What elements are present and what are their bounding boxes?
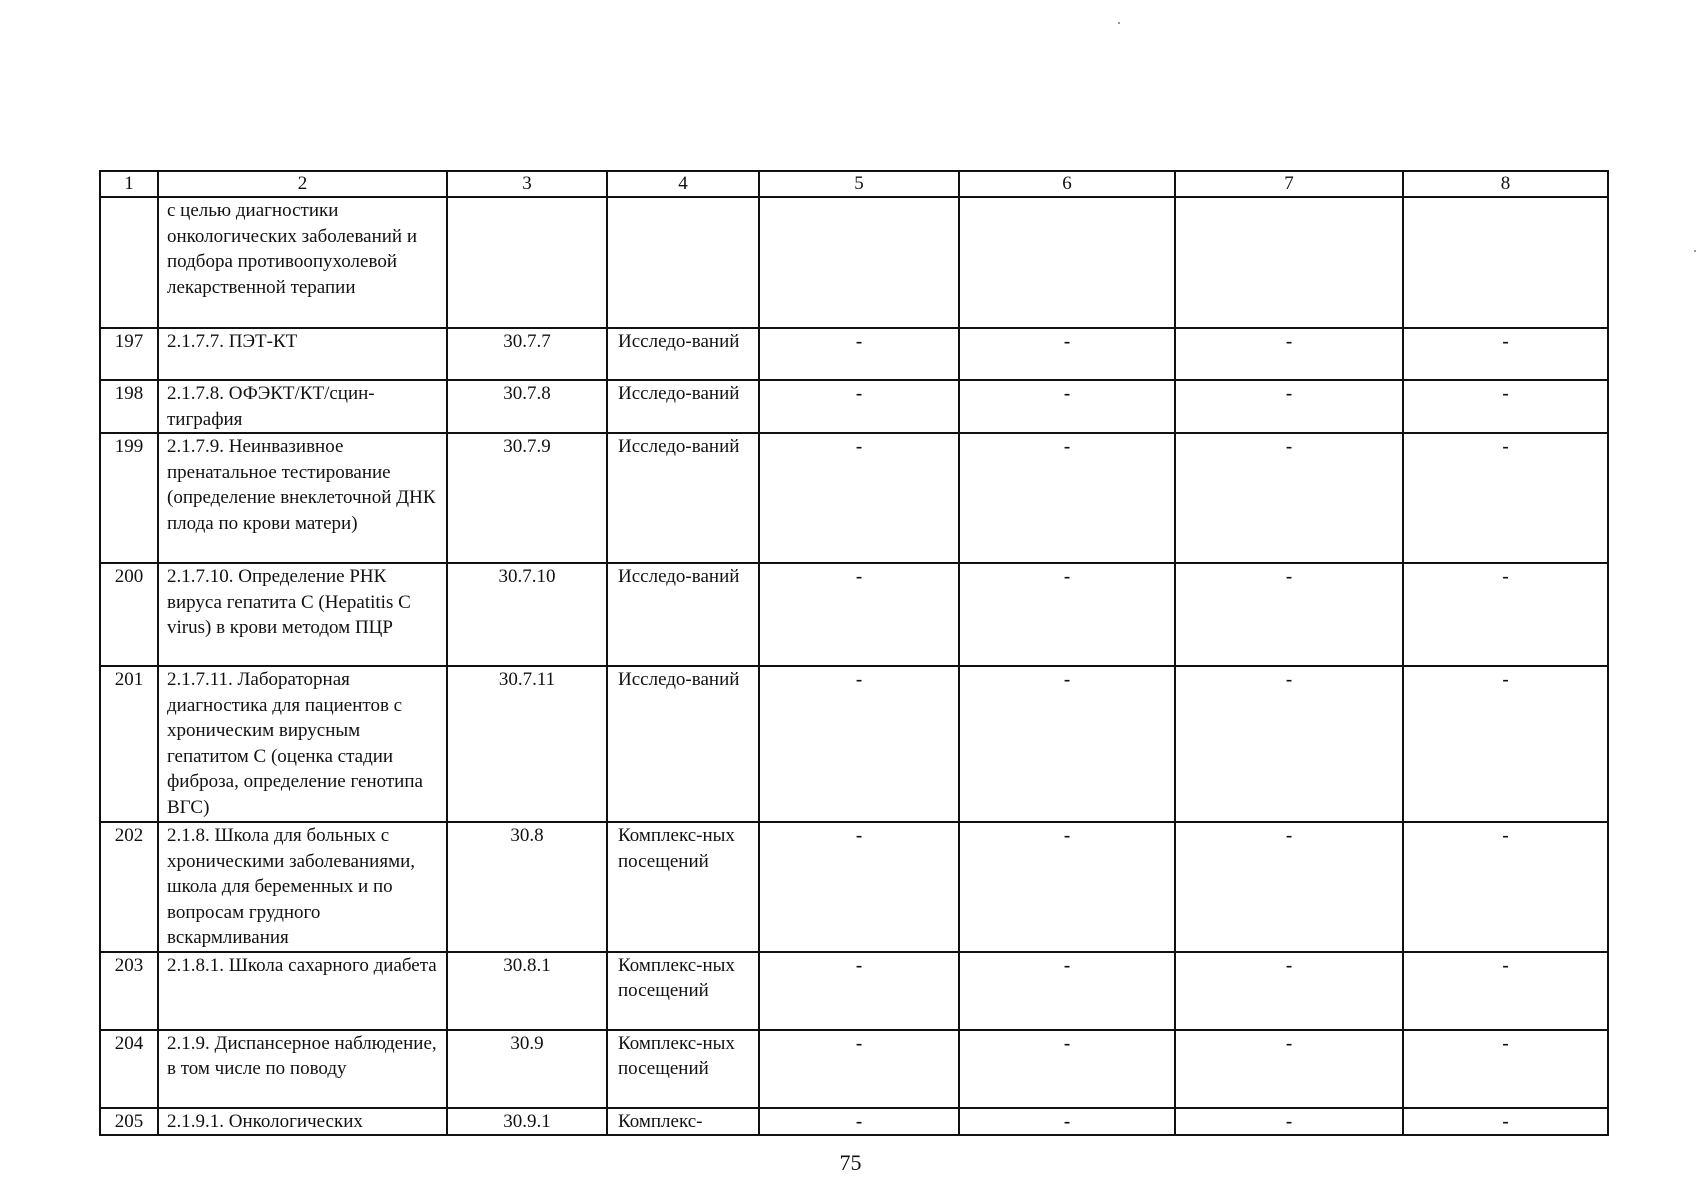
- row-value-5: -: [759, 563, 959, 666]
- row-value-6: -: [959, 328, 1175, 380]
- row-value-5: -: [759, 952, 959, 1030]
- row-value-8: -: [1403, 952, 1608, 1030]
- row-unit: Комплекс-ных посещений: [607, 952, 759, 1030]
- row-value-6: [959, 197, 1175, 328]
- table-row: [100, 328, 1608, 380]
- row-value-5: -: [759, 666, 959, 822]
- row-number: 202: [100, 822, 158, 952]
- row-number: 199: [100, 433, 158, 563]
- row-name: 2.1.7.7. ПЭТ-КТ: [158, 328, 447, 380]
- row-value-6: -: [959, 666, 1175, 822]
- row-value-6: -: [959, 952, 1175, 1030]
- row-name: 2.1.8.1. Школа сахарного диабета: [158, 952, 447, 1030]
- table-header-row: [100, 171, 1608, 197]
- row-name: 2.1.7.11. Лабораторная диагностика для пациентов с хроническим вирусным гепатитом С (оценка стадии фиброза, определение генотипа ВГС): [158, 666, 447, 822]
- row-value-7: -: [1175, 952, 1403, 1030]
- row-name: 2.1.9. Диспансерное наблюдение, в том числе по поводу: [158, 1030, 447, 1108]
- data-table: [99, 170, 1609, 1136]
- row-name: 2.1.9.1. Онкологических: [158, 1108, 447, 1136]
- row-value-8: -: [1403, 328, 1608, 380]
- row-unit: Исследо-ваний: [607, 433, 759, 563]
- row-value-8: -: [1403, 433, 1608, 563]
- row-value-8: [1403, 197, 1608, 328]
- row-value-7: -: [1175, 328, 1403, 380]
- row-value-7: -: [1175, 822, 1403, 952]
- row-value-6: -: [959, 1108, 1175, 1136]
- page-number: 75: [839, 1150, 862, 1175]
- row-value-7: [1175, 197, 1403, 328]
- row-name: с целью диагностики онкологических заболеваний и подбора противоопухолевой лекарственной терапии: [158, 197, 447, 328]
- row-value-8: -: [1403, 563, 1608, 666]
- column-header: 8: [1403, 171, 1608, 197]
- table-row: [100, 563, 1608, 666]
- scan-speck: [1118, 22, 1120, 24]
- row-number: 205: [100, 1108, 158, 1136]
- row-value-6: -: [959, 563, 1175, 666]
- row-value-5: -: [759, 1030, 959, 1108]
- column-header: 7: [1175, 171, 1403, 197]
- row-name: 2.1.8. Школа для больных с хроническими заболеваниями, школа для беременных и по вопросам грудного вскармливания: [158, 822, 447, 952]
- table-row: [100, 380, 1608, 433]
- row-name: 2.1.7.8. ОФЭКТ/КТ/сцин-тиграфия: [158, 380, 447, 433]
- row-value-8: -: [1403, 822, 1608, 952]
- table-row: [100, 1108, 1608, 1136]
- row-unit: Исследо-ваний: [607, 563, 759, 666]
- row-value-7: -: [1175, 380, 1403, 433]
- column-header: 2: [158, 171, 447, 197]
- row-value-6: -: [959, 1030, 1175, 1108]
- row-code: 30.7.9: [447, 433, 607, 563]
- row-value-8: -: [1403, 1108, 1608, 1136]
- row-value-6: -: [959, 822, 1175, 952]
- row-number: 204: [100, 1030, 158, 1108]
- row-unit: Комплекс-ных посещений: [607, 1030, 759, 1108]
- row-value-6: -: [959, 433, 1175, 563]
- row-value-5: -: [759, 1108, 959, 1136]
- column-header: 3: [447, 171, 607, 197]
- row-code: 30.9: [447, 1030, 607, 1108]
- row-value-5: -: [759, 328, 959, 380]
- column-header: 6: [959, 171, 1175, 197]
- column-header: 1: [100, 171, 158, 197]
- row-code: 30.7.8: [447, 380, 607, 433]
- row-value-7: -: [1175, 1108, 1403, 1136]
- row-unit: Исследо-ваний: [607, 666, 759, 822]
- table-row: [100, 1030, 1608, 1108]
- row-value-8: -: [1403, 1030, 1608, 1108]
- row-name: 2.1.7.10. Определение РНК вируса гепатита С (Hepatitis C virus) в крови методом ПЦР: [158, 563, 447, 666]
- row-number: 200: [100, 563, 158, 666]
- row-code: [447, 197, 607, 328]
- row-code: 30.7.10: [447, 563, 607, 666]
- row-value-8: -: [1403, 380, 1608, 433]
- row-number: 203: [100, 952, 158, 1030]
- table-row: [100, 197, 1608, 328]
- row-number: [100, 197, 158, 328]
- row-unit: Исследо-ваний: [607, 328, 759, 380]
- row-number: 201: [100, 666, 158, 822]
- row-value-8: -: [1403, 666, 1608, 822]
- column-header: 5: [759, 171, 959, 197]
- row-code: 30.8: [447, 822, 607, 952]
- row-name: 2.1.7.9. Неинвазивное пренатальное тестирование (определение внеклеточной ДНК плода по крови матери): [158, 433, 447, 563]
- row-value-7: -: [1175, 563, 1403, 666]
- row-code: 30.7.11: [447, 666, 607, 822]
- row-unit: Комплекс-ных посещений: [607, 822, 759, 952]
- row-unit: [607, 197, 759, 328]
- row-value-5: -: [759, 822, 959, 952]
- row-value-6: -: [959, 380, 1175, 433]
- row-value-5: [759, 197, 959, 328]
- row-unit: Исследо-ваний: [607, 380, 759, 433]
- row-number: 197: [100, 328, 158, 380]
- row-value-5: -: [759, 433, 959, 563]
- row-number: 198: [100, 380, 158, 433]
- table-row: [100, 822, 1608, 952]
- row-code: 30.9.1: [447, 1108, 607, 1136]
- table-row: [100, 666, 1608, 822]
- row-code: 30.7.7: [447, 328, 607, 380]
- row-unit: Комплекс-: [607, 1108, 759, 1136]
- row-value-5: -: [759, 380, 959, 433]
- row-value-7: -: [1175, 1030, 1403, 1108]
- scan-speck: [1694, 250, 1696, 252]
- column-header: 4: [607, 171, 759, 197]
- row-value-7: -: [1175, 666, 1403, 822]
- table-row: [100, 952, 1608, 1030]
- row-code: 30.8.1: [447, 952, 607, 1030]
- row-value-7: -: [1175, 433, 1403, 563]
- table-row: [100, 433, 1608, 563]
